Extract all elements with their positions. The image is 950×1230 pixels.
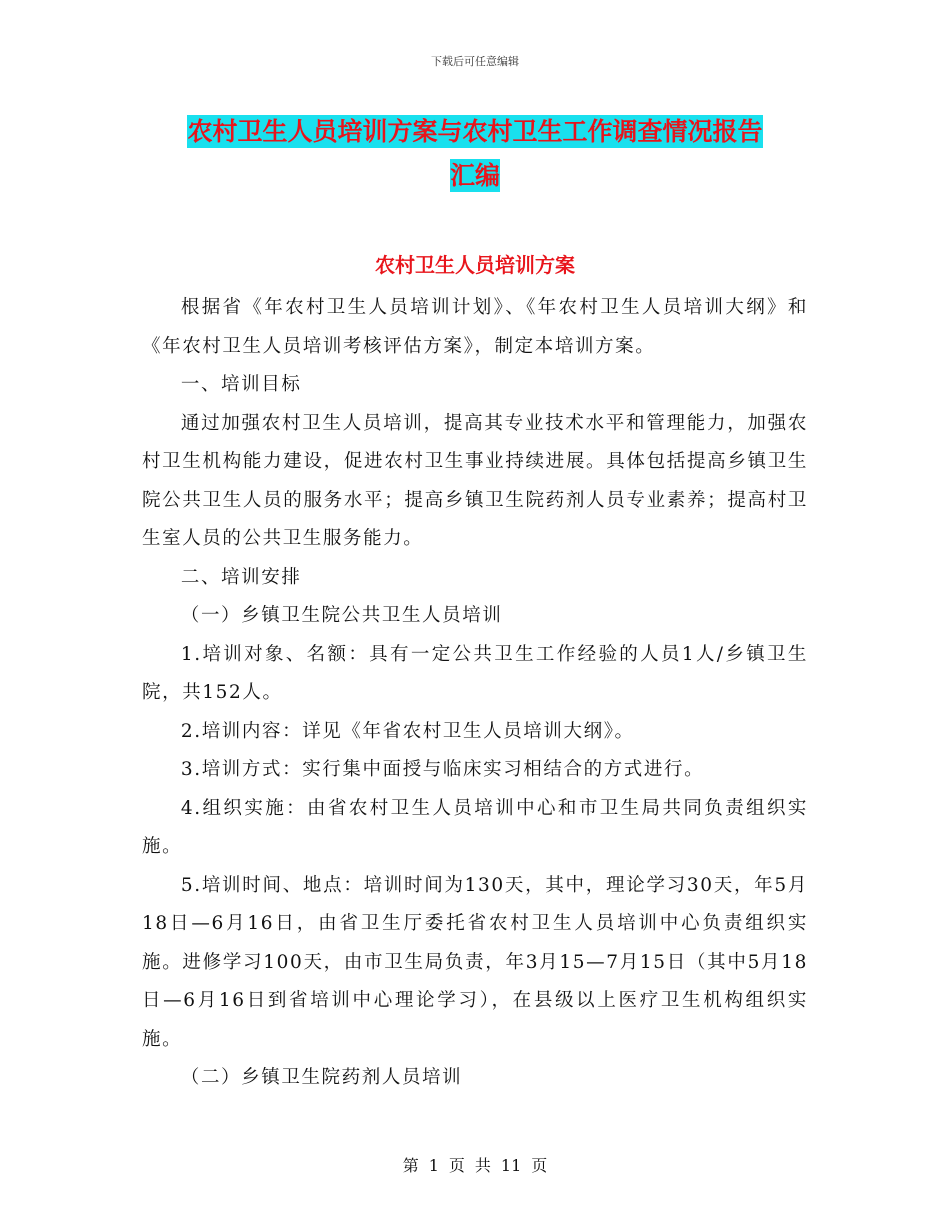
paragraph-goals: 通过加强农村卫生人员培训，提高其专业技术水平和管理能力，加强农村卫生机构能力建设，促进农村卫生事业持续进展。具体包括提高乡镇卫生院公共卫生人员的服务水平；提高乡镇卫生院药剂人员专业素养；提高村卫生室人员的公共卫生服务能力。: [142, 412, 808, 549]
footer-prefix: 第: [402, 1156, 419, 1175]
item-organization: 4.组织实施：由省农村卫生人员培训中心和市卫生局共同负责组织实施。: [142, 797, 808, 857]
item-training-content: 2.培训内容：详见《年省农村卫生人员培训大纲》。: [180, 720, 635, 742]
footer-total-prefix: 共: [474, 1156, 491, 1175]
page-number: 1: [428, 1156, 439, 1175]
item-training-method: 3.培训方式：实行集中面授与临床实习相结合的方式进行。: [180, 759, 705, 780]
page-footer: [0, 1153, 950, 1176]
document-title-line2: 汇编: [449, 161, 500, 190]
footer-page-label: 页: [448, 1156, 465, 1175]
heading-training-goals: 一、培训目标: [180, 374, 302, 395]
document-title-line1: 农村卫生人员培训方案与农村卫生工作调查情况报告: [187, 117, 763, 146]
header-note: 下载后可任意编辑: [431, 55, 519, 68]
footer-total-suffix: 页: [531, 1156, 548, 1175]
page-total: 11: [500, 1156, 522, 1175]
document-body: [142, 289, 808, 1098]
item-training-target: 1.培训对象、名额：具有一定公共卫生工作经验的人员1人/乡镇卫生院，共152人。: [142, 643, 808, 703]
paragraph-intro: 根据省《年农村卫生人员培训计划》、《年农村卫生人员培训大纲》和《年农村卫生人员培训考核评估方案》，制定本培训方案。: [142, 297, 808, 357]
document-title: [0, 110, 950, 198]
subheading-pharmacy-training: （二）乡镇卫生院药剂人员培训: [180, 1067, 463, 1088]
heading-training-arrangement: 二、培训安排: [180, 566, 302, 588]
item-time-location: 5.培训时间、地点：培训时间为130天，其中，理论学习30天，年5月18日—6月16日，由省卫生厅委托省农村卫生人员培训中心负责组织实施。进修学习100天，由市卫生局负责，年3月15—7月15日（其中5月18日—6月16日到省培训中心理论学习），在县级以上医疗卫生机构组织实施。: [142, 874, 808, 1050]
section-title: 农村卫生人员培训方案: [375, 253, 575, 277]
subheading-public-health-training: （一）乡镇卫生院公共卫生人员培训: [180, 605, 503, 626]
